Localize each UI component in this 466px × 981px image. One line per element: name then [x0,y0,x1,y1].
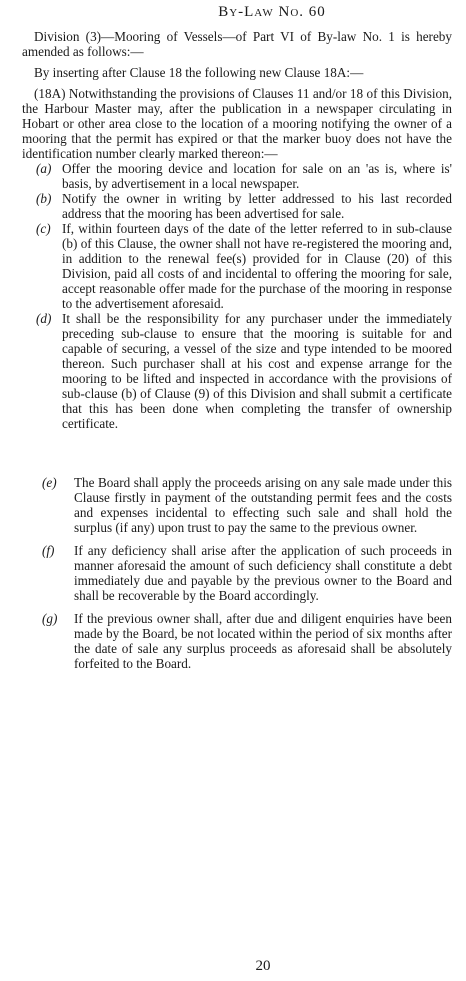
sub-clause-b [22,191,452,221]
sub-clause-c [22,221,452,311]
sub-clause-text: If, within fourteen days of the date of the letter referred to in sub-clause (b) of this Clause, the owner shall not have re-registered the mooring and, in addition to the renewal fee(s) provided for in Clause (20) of this Division, paid all costs of and incidental to offering the mooring for sale, accept reasonable offer made for the purchase of the mooring in response to the advertisement aforesaid. [62,221,452,311]
sub-clause-text: Offer the mooring device and location for sale on an 'as is, where is' basis, by advertisement in a local newspaper. [62,161,452,191]
sub-clause-label: (g) [42,611,58,626]
intro-paragraph: Division (3)—Mooring of Vessels—of Part VI of By-law No. 1 is hereby amended as follows:— [22,29,452,59]
sub-clause-label: (f) [42,543,55,558]
page-number: 20 [255,958,271,974]
sub-clause-e [22,475,452,535]
sub-clause-g [22,611,452,671]
clause-18a-paragraph: (18A) Notwithstanding the provisions of Clauses 11 and/or 18 of this Division, the Harbour Master may, after the publication in a newspaper circulating in Hobart or other area close to the location of a mooring notifying the owner of a mooring that the permit has expired or that the marker buoy does not have the identification number clearly marked thereon:— [22,86,452,161]
sub-clause-label: (c) [36,221,51,236]
sub-clause-text: Notify the owner in writing by letter addressed to his last recorded address that the mooring has been advertised for sale. [62,191,452,221]
sub-clause-label: (d) [36,311,52,326]
page-header: By-Law No. 60 [218,4,326,20]
sub-clause-text: If the previous owner shall, after due and diligent enquiries have been made by the Board, be not located within the period of six months after the date of sale any surplus proceeds as aforesaid shall be absolutely forfeited to the Board. [74,611,452,671]
sub-clause-f [22,543,452,603]
sub-clause-d [22,311,452,431]
sub-clause-a [22,161,452,191]
sub-clause-text: The Board shall apply the proceeds arising on any sale made under this Clause firstly in payment of the outstanding permit fees and the costs and expenses incidental to effecting such sale and shall hold the surplus (if any) upon trust to pay the same to the previous owner. [74,475,452,535]
insert-paragraph: By inserting after Clause 18 the following new Clause 18A:— [34,65,364,80]
sub-clause-text: If any deficiency shall arise after the application of such proceeds in manner aforesaid the amount of such deficiency shall constitute a debt immediately due and payable by the previous owner to the Board and shall be recoverable by the Board accordingly. [74,543,452,603]
sub-clause-text: It shall be the responsibility for any purchaser under the immediately preceding sub-clause to ensure that the mooring is suitable for and capable of securing, a vessel of the size and type intended to be moored thereon. Such purchaser shall at his cost and expense arrange for the mooring to be lifted and inspected in accordance with the provisions of sub-clause (b) of Clause (9) of this Division and shall submit a certificate that this has been done when completing the transfer of ownership certificate. [62,311,452,431]
sub-clause-label: (a) [36,161,52,176]
sub-clause-label: (b) [36,191,52,206]
sub-clause-label: (e) [42,475,57,490]
